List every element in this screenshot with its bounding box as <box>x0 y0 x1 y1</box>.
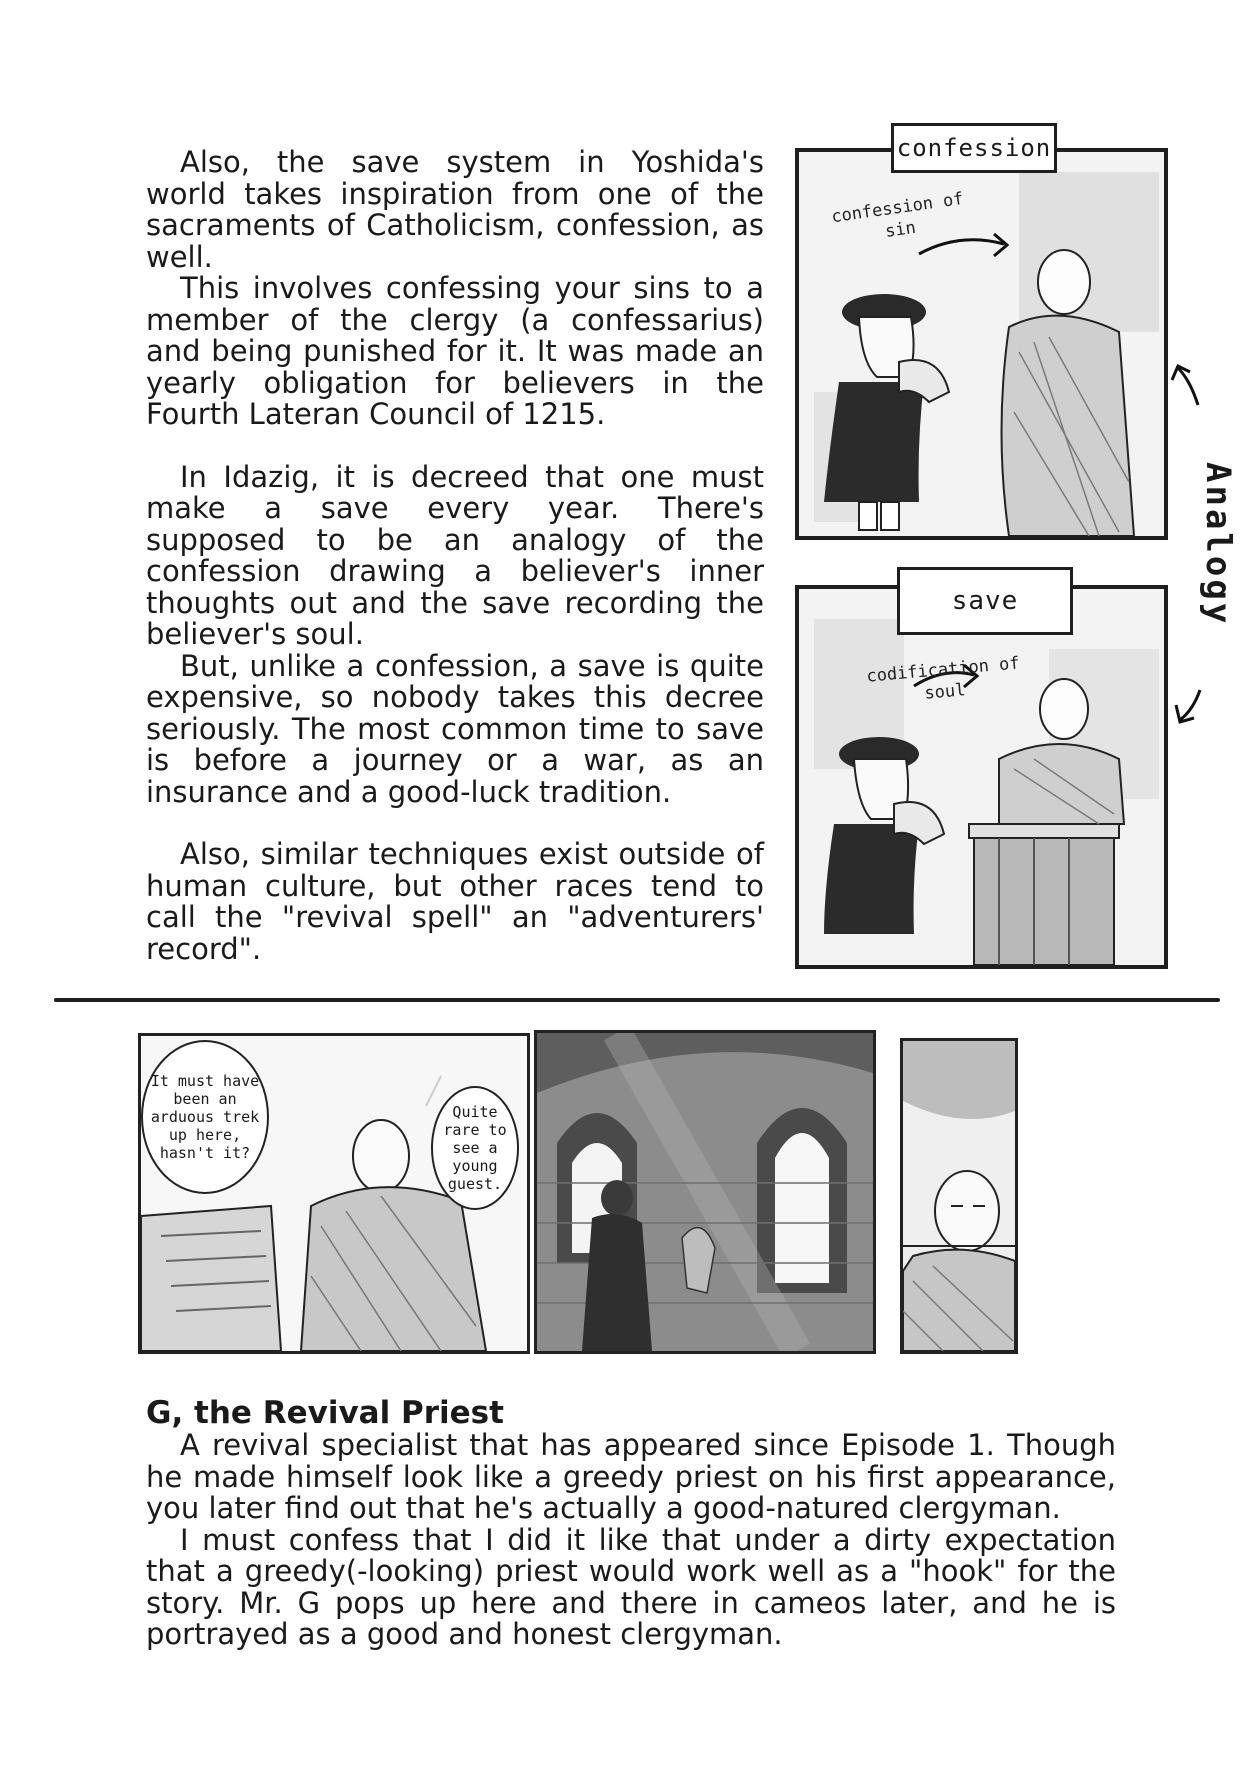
section-body <box>146 1430 1116 1651</box>
church-interior-illustration <box>537 1033 873 1351</box>
section-divider <box>54 998 1220 1002</box>
manga-panel-priest-closeup <box>900 1038 1018 1354</box>
intro-paragraph-3: In Idazig, it is decreed that one must make a save every year. There's supposed to be an analogy of the confession drawing a believer's inner thoughts out and the save recording the believer's soul. <box>146 459 764 651</box>
confession-tag: confession <box>891 123 1057 173</box>
analogy-label: Analogy <box>1198 462 1238 627</box>
section-paragraph-1: A revival specialist that has appeared since Episode 1. Though he made himself look like a greedy priest on his first appearance, you later find out that he's actually a good-natured clergyman. <box>146 1428 1116 1525</box>
manga-panel-priest-reading <box>138 1033 530 1354</box>
save-note: codification of soul <box>865 653 1021 704</box>
intro-paragraph-4: But, unlike a confession, a save is quite expensive, so nobody takes this decree seriously. The most common time to save is before a journey or a war, as an insurance and a good-luck tradition. <box>146 648 764 809</box>
manga-panel-church-interior <box>534 1030 876 1354</box>
confession-note: confession of sin <box>830 188 965 242</box>
save-illustration <box>799 589 1164 965</box>
speech-bubble-left: It must have been an arduous trek up here, hasn't it? <box>141 1040 269 1194</box>
save-panel <box>795 585 1168 969</box>
section-title: G, the Revival Priest <box>146 1395 504 1431</box>
section-paragraph-2: I must confess that I did it like that under a dirty expectation that a greedy(-looking) priest would work well as a "hook" for the story. Mr. G pops up here and there in cameos later, and he is portrayed as a good and honest clergyman. <box>146 1522 1116 1651</box>
intro-text <box>146 147 764 965</box>
confession-panel <box>795 148 1168 540</box>
intro-paragraph-2: This involves confessing your sins to a member of the clergy (a confessarius) and being punished for it. It was made an yearly obligation for believers in the Fourth Lateran Council of 1215. <box>146 271 764 431</box>
intro-paragraph-1: Also, the save system in Yoshida's world takes inspiration from one of the sacraments of Catholicism, confession, as well. <box>146 145 764 274</box>
save-tag: save <box>897 567 1073 635</box>
priest-closeup-illustration <box>903 1041 1015 1351</box>
intro-paragraph-5: Also, similar techniques exist outside of human culture, but other races tend to call the "revival spell" an "adventurers' record". <box>146 837 764 966</box>
speech-bubble-right: Quite rare to see a young guest. <box>431 1086 519 1210</box>
